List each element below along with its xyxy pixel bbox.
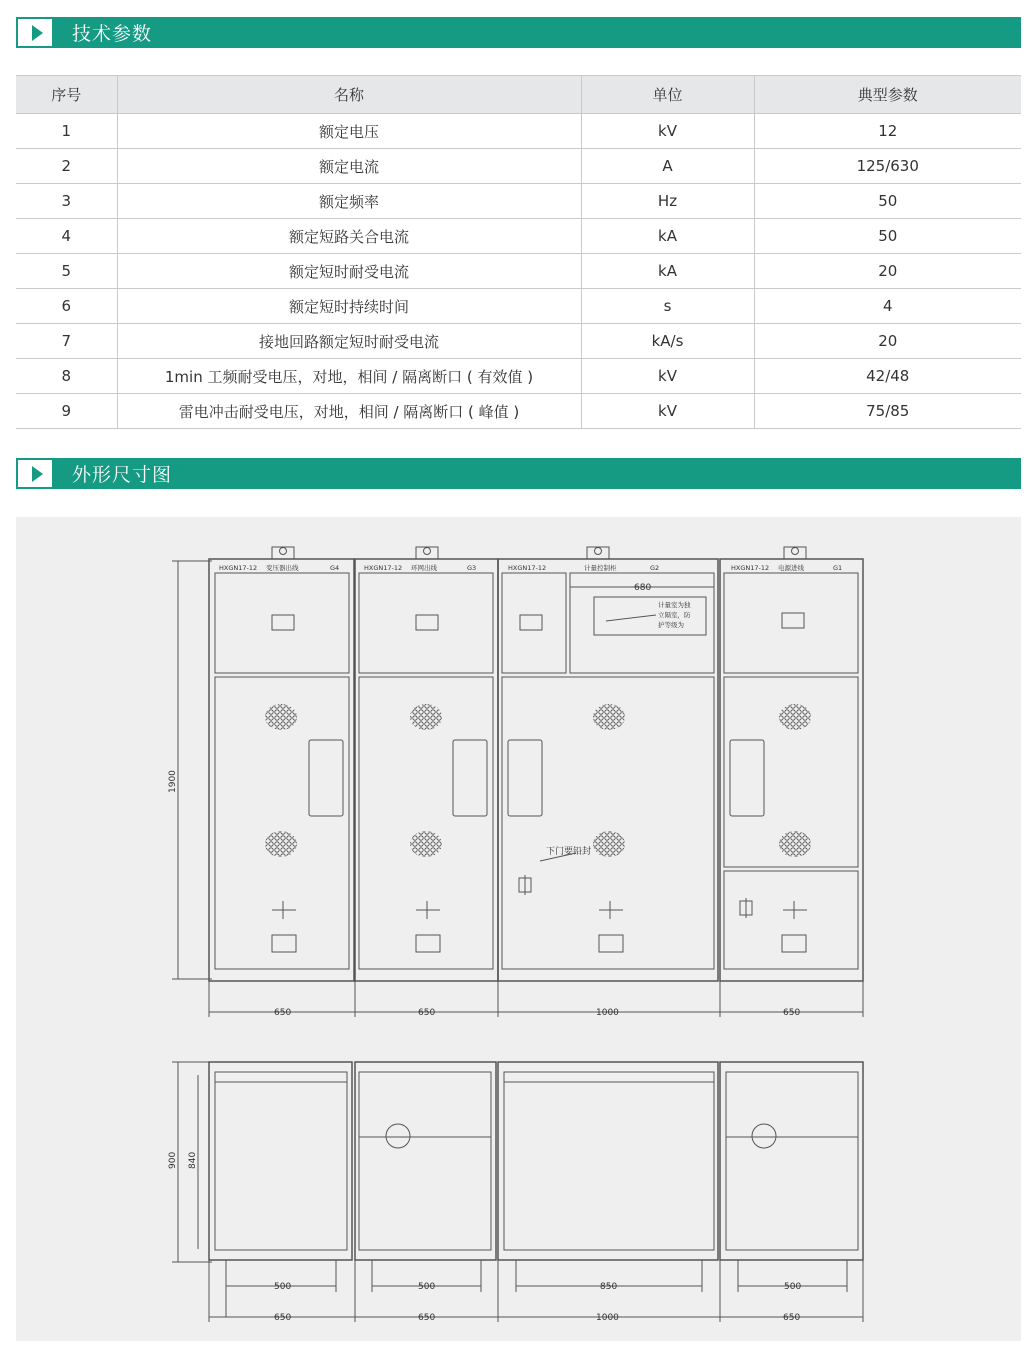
dim-plan-width: 650: [418, 1313, 436, 1323]
cabinet-code: G4: [330, 564, 340, 572]
cell-unit: kA/s: [581, 324, 754, 359]
cabinet-model: HXGN17-12: [731, 564, 770, 572]
cell-name: 额定短时持续时间: [117, 289, 581, 324]
dim-plan-inner: 500: [274, 1282, 292, 1292]
cell-value: 4: [754, 289, 1021, 324]
table-row: [16, 394, 1021, 429]
dim-680: 680: [634, 583, 652, 593]
cell-value: 12: [754, 114, 1021, 149]
dim-front-width: 650: [274, 1008, 292, 1018]
cabinet-code: G3: [467, 564, 477, 572]
play-icon: [16, 17, 54, 48]
cell-value: 42/48: [754, 359, 1021, 394]
header-unit: 单位: [581, 76, 754, 114]
cell-index: 9: [16, 394, 117, 429]
cabinet-code: G2: [650, 564, 660, 572]
cell-value: 125/630: [754, 149, 1021, 184]
cabinet-name: 变压器出线: [266, 564, 299, 572]
dim-front-width: 650: [783, 1008, 801, 1018]
cell-unit: kV: [581, 359, 754, 394]
cell-unit: kV: [581, 394, 754, 429]
cabinet-name: 计量控制柜: [584, 564, 617, 572]
dim-front-width: 650: [418, 1008, 436, 1018]
cell-index: 3: [16, 184, 117, 219]
cell-value: 20: [754, 324, 1021, 359]
cell-index: 5: [16, 254, 117, 289]
dim-plan-depth: 840: [188, 1151, 198, 1169]
cabinet-model: HXGN17-12: [508, 564, 547, 572]
header-name: 名称: [117, 76, 581, 114]
dim-plan-width: 1000: [596, 1313, 619, 1323]
table-header-row: [16, 76, 1021, 114]
table-row: [16, 184, 1021, 219]
cell-index: 8: [16, 359, 117, 394]
cell-name: 额定短路关合电流: [117, 219, 581, 254]
cell-name: 额定电流: [117, 149, 581, 184]
cell-unit: A: [581, 149, 754, 184]
lead-seal-note: 下门要铅封: [546, 847, 592, 857]
section-header-tech-params: [16, 17, 1021, 48]
header-index: 序号: [16, 76, 117, 114]
table-row: [16, 114, 1021, 149]
table-row: [16, 219, 1021, 254]
metering-note-line: 护等级为: [658, 621, 684, 629]
dim-front-width: 1000: [596, 1008, 619, 1018]
dim-plan-inner: 500: [784, 1282, 802, 1292]
cabinet-model: HXGN17-12: [219, 564, 258, 572]
dim-plan-depth: 900: [168, 1151, 178, 1169]
cell-index: 1: [16, 114, 117, 149]
cell-value: 50: [754, 184, 1021, 219]
header-value: 典型参数: [754, 76, 1021, 114]
cell-index: 7: [16, 324, 117, 359]
cell-name: 雷电冲击耐受电压，对地，相间 / 隔离断口 ( 峰值 ): [117, 394, 581, 429]
cell-unit: kV: [581, 114, 754, 149]
dim-plan-inner: 850: [600, 1282, 618, 1292]
cell-index: 4: [16, 219, 117, 254]
cell-unit: Hz: [581, 184, 754, 219]
cabinet-model: HXGN17-12: [364, 564, 403, 572]
section-title: 技术参数: [72, 23, 153, 45]
dim-plan-width: 650: [783, 1313, 801, 1323]
section-header-outline: [16, 458, 1021, 489]
cell-unit: s: [581, 289, 754, 324]
cell-name: 额定频率: [117, 184, 581, 219]
params-table: [16, 75, 1021, 429]
cell-name: 1min 工频耐受电压，对地，相间 / 隔离断口 ( 有效值 ): [117, 359, 581, 394]
table-row: [16, 289, 1021, 324]
dim-plan-width: 650: [274, 1313, 292, 1323]
play-icon: [16, 458, 54, 489]
dim-plan-inner: 500: [418, 1282, 436, 1292]
cabinet-name: 电源进线: [778, 564, 804, 572]
drawing-svg: [16, 517, 1021, 1341]
table-row: [16, 149, 1021, 184]
table-row: [16, 324, 1021, 359]
metering-note-line: 立隔室，防: [658, 611, 691, 619]
section-title: 外形尺寸图: [72, 464, 173, 486]
table-row: [16, 359, 1021, 394]
cabinet-name: 环网出线: [411, 564, 437, 572]
table-row: [16, 254, 1021, 289]
cell-name: 接地回路额定短时耐受电流: [117, 324, 581, 359]
cell-index: 6: [16, 289, 117, 324]
cell-index: 2: [16, 149, 117, 184]
metering-note-line: 计量室为独: [658, 601, 691, 609]
cell-unit: kA: [581, 254, 754, 289]
cell-value: 50: [754, 219, 1021, 254]
cell-value: 20: [754, 254, 1021, 289]
cell-name: 额定短时耐受电流: [117, 254, 581, 289]
cabinet-code: G1: [833, 564, 843, 572]
cell-name: 额定电压: [117, 114, 581, 149]
cell-unit: kA: [581, 219, 754, 254]
cell-value: 75/85: [754, 394, 1021, 429]
dim-front-height: 1900: [168, 770, 178, 793]
outline-drawing: [16, 517, 1021, 1341]
